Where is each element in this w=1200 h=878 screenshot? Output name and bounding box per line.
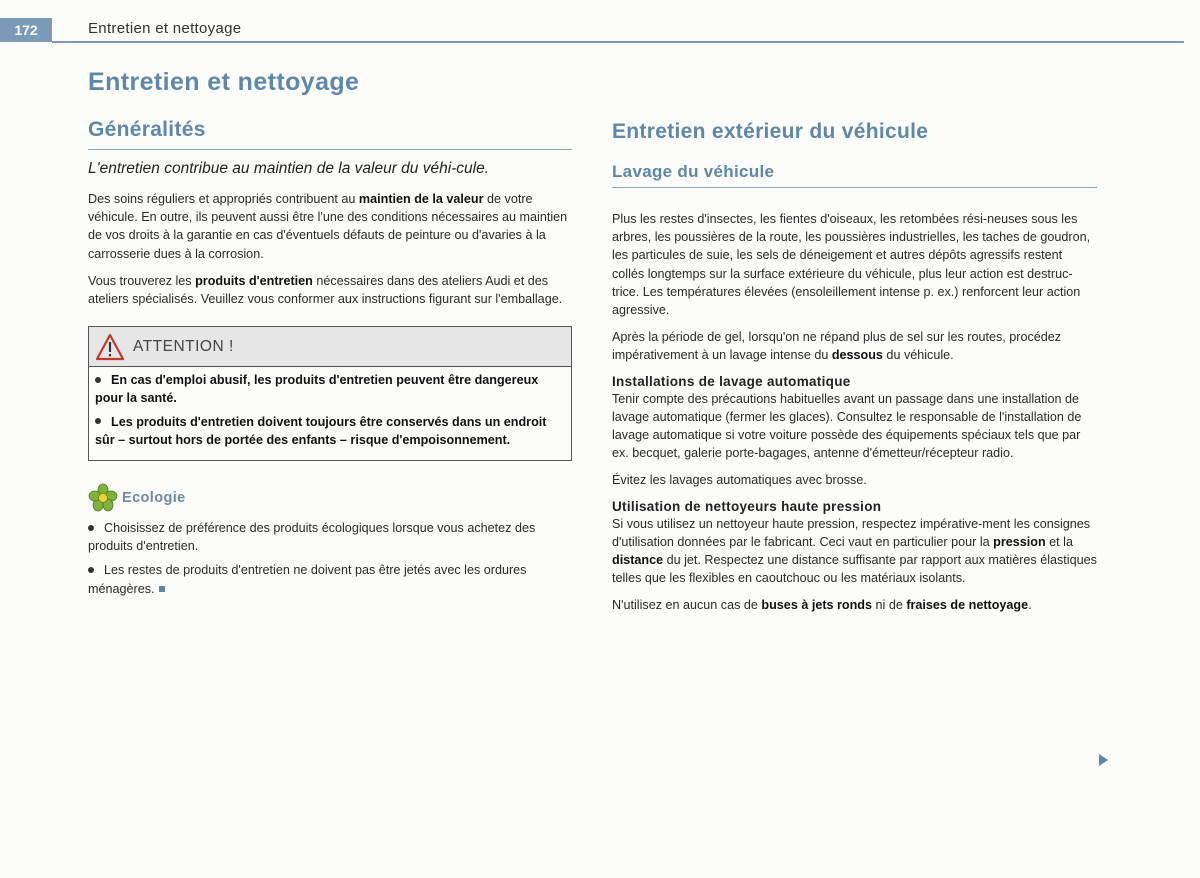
flower-icon [88, 483, 118, 513]
subsection-title-washing: Lavage du véhicule [612, 162, 1097, 188]
paragraph-deposits: Plus les restes d'insectes, les fientes d'oiseaux, les retombées rési-neuses sous les arbres, les poussières de la route, les poussières industrielles, les taches de goudron, les particules de suie, les sels de déneigement et autres dépôts agressifs restent collés longtemps sur la surface extérieure du véhicule, plus leur action est destruc-trice. Les températures élevées (ensoleillement intense p. ex.) renforcent leur action agressive. [612, 212, 1091, 318]
text-run: Si vous utilisez un nettoyeur haute pression, respectez impérative-ment les consignes d'utilisation données par le fabricant. Ceci vaut en particulier pour la [612, 516, 1091, 549]
text-run: du jet. Respectez une distance suffisante par rapport aux matières élastiques telles que les flexibles en caoutchouc ou les matériaux isolants. [612, 553, 1097, 586]
bullet-icon [88, 525, 94, 531]
bullet-icon [95, 418, 101, 424]
paragraph-products [88, 272, 572, 308]
warning-body [89, 367, 571, 460]
ecology-item-text: Les restes de produits d'entretien ne doivent pas être jetés avec les ordures ménagères. [88, 563, 527, 596]
warning-item-text: En cas d'emploi abusif, les produits d'entretien peuvent être dangereux pour la santé. [95, 373, 539, 406]
ecology-item [88, 561, 572, 597]
ecology-heading [88, 483, 572, 513]
ecology-item-text: Choisissez de préférence des produits écologiques lorsque vous achetez des produits d'entretien. [88, 521, 536, 554]
warning-header [89, 327, 571, 367]
warning-item [95, 413, 565, 449]
paragraph-pressure-washer [612, 515, 1097, 588]
bold-run: buses à jets ronds [761, 598, 873, 613]
heading-automatic-wash: Installations de lavage automatique [612, 373, 851, 389]
bold-run: dessous [831, 348, 883, 363]
text-run: Après la période de gel, lorsqu'on ne répand plus de sel sur les routes, procédez impérativement à un lavage intense du [612, 330, 1062, 363]
bullet-icon [88, 567, 94, 573]
lead-text: L'entretien contribue au maintien de la valeur du véhi-cule. [88, 160, 490, 177]
bold-run: fraises de nettoyage [906, 598, 1029, 613]
warning-triangle-icon [95, 333, 125, 361]
paragraph-nozzles [612, 596, 1097, 614]
text-run: et la [1045, 534, 1073, 549]
text-run: du véhicule. [882, 348, 954, 363]
text-run: ni de [872, 598, 907, 613]
section-title-exterior: Entretien extérieur du véhicule [612, 120, 929, 143]
running-head: Entretien et nettoyage [88, 20, 242, 37]
warning-box [88, 326, 572, 461]
continue-arrow-icon [1099, 754, 1108, 766]
bold-run: pression [993, 534, 1046, 549]
text-run: N'utilisez en aucun cas de [612, 598, 762, 613]
warning-item-text: Les produits d'entretien doivent toujours être conservés dans un endroit sûr – surtout hors de portée des enfants – risque d'empoisonnement. [95, 414, 547, 447]
bold-run: maintien de la valeur [358, 192, 484, 206]
text-run: Vous trouverez les [88, 273, 196, 288]
paragraph-automatic-wash: Tenir compte des précautions habituelles avant un passage dans une installation de lavage automatique (fermer les glaces). Consultez le responsable de l'installation de lavage automatique si votre voiture possède des équipements spéciaux tels que par ex. becquet, galerie porte-bagages, antenne d'émetteur/récepteur radio. [612, 391, 1082, 461]
bold-run: produits d'entretien [195, 273, 313, 288]
paragraph-frost [612, 328, 1097, 364]
header-rule [52, 41, 1184, 43]
bullet-icon [95, 377, 101, 383]
ecology-item [88, 519, 572, 555]
text-run: . [1028, 598, 1032, 613]
warning-item [95, 371, 565, 407]
text-run: nécessaires dans des ateliers Audi et des ateliers spécialisés. Veuillez vous conformer aux instructions figurant sur l'emballage. [88, 273, 563, 307]
end-of-section-icon [159, 586, 165, 592]
page-number: 172 [0, 18, 52, 42]
text-run: de votre véhicule. En outre, ils peuvent aussi être l'une des conditions nécessaires au maintien de vos droits à la garantie en cas d'éventuels défauts de peinture ou d'avaries à la carrosserie dues à la corrosion. [88, 192, 568, 261]
text-run: Des soins réguliers et appropriés contribuent au [88, 192, 359, 206]
warning-title: ATTENTION ! [133, 337, 234, 355]
left-column [88, 118, 572, 607]
paragraph-avoid-brush: Évitez les lavages automatiques avec brosse. [612, 473, 867, 488]
bold-run: distance [612, 553, 664, 568]
right-column [612, 118, 1097, 624]
paragraph-care [88, 190, 572, 263]
section-title-generalites: Généralités [88, 118, 572, 150]
chapter-title: Entretien et nettoyage [88, 68, 360, 96]
ecology-title: Ecologie [122, 490, 186, 507]
heading-pressure-washer: Utilisation de nettoyeurs haute pression [612, 498, 882, 514]
